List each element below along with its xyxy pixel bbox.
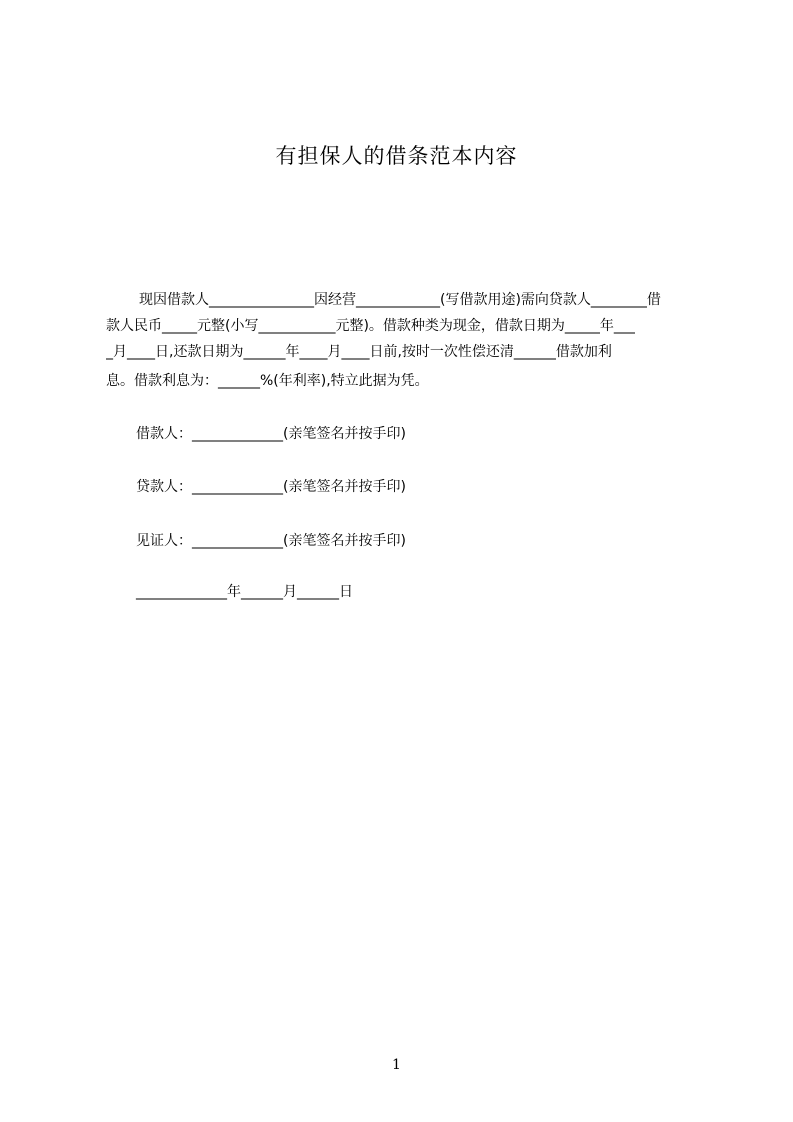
body-line-3: _月____日,还款日期为______年____月____日前,按时一次性偿还清______借款加利 (106, 344, 612, 360)
witness-signature-line: 见证人：_____________(亲笔签名并按手印) (136, 533, 406, 549)
page-number: 1 (392, 1057, 401, 1073)
body-line-1: 现因借款人_______________因经营____________(写借款用途)需向贷款人________借 (139, 292, 661, 308)
body-line-4: 息。借款利息为：______%(年利率),特立此据为凭。 (106, 373, 429, 389)
lender-signature-line: 贷款人：_____________(亲笔签名并按手印) (136, 479, 406, 495)
date-line: _____________年______月______日 (136, 584, 353, 600)
borrower-signature-line: 借款人：_____________(亲笔签名并按手印) (136, 426, 406, 442)
body-line-2: 款人民币_____元整(小写___________元整)。借款种类为现金，借款日期为_____年___ (106, 318, 635, 334)
page-title: 有担保人的借条范本内容 (275, 144, 518, 168)
